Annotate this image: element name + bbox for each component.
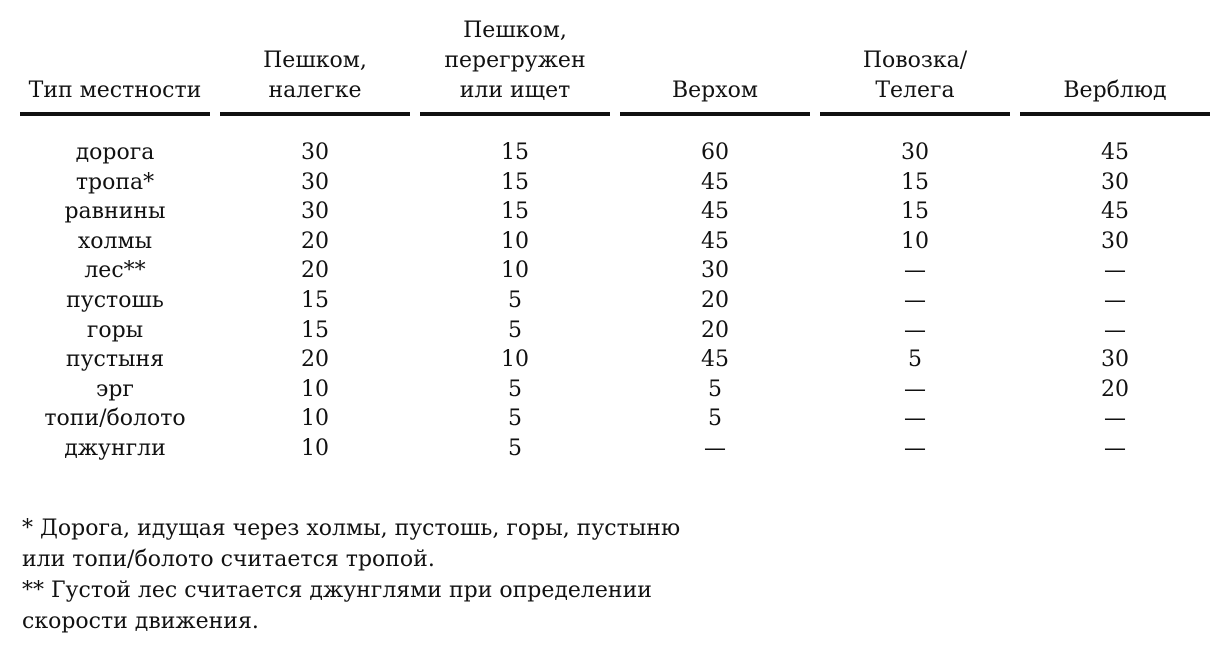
value-cell: 15 [901,169,929,195]
footnote-forest: ** Густой лес считается джунглями при определении скорости движения. [22,578,652,634]
value-cell: 10 [901,228,929,254]
table-row [0,227,1226,257]
value-cell: 30 [301,199,329,225]
value-cell: 10 [501,347,529,373]
value-cell: — [904,317,926,343]
header-mounted [620,0,810,118]
value-cell: 5 [708,406,722,432]
value-cell: 5 [708,376,722,402]
value-cell: 30 [901,140,929,165]
table-row [0,345,1226,375]
terrain-cell: пустыня [65,347,165,373]
value-cell: 5 [508,435,522,461]
value-cell: 45 [701,347,729,373]
value-cell: 10 [301,376,329,402]
header-rule [220,112,410,116]
header-rule [820,112,1010,116]
header-mounted-label: Верхом [671,78,759,103]
value-cell: 20 [701,317,729,343]
value-cell: 10 [301,435,329,461]
header-camel-label: Верблюд [1063,78,1167,103]
terrain-cell: лес** [84,258,146,284]
value-cell: 15 [301,287,329,313]
header-rule [620,112,810,116]
table-row [0,375,1226,405]
value-cell: — [1104,317,1126,343]
table-row [0,168,1226,198]
value-cell: 10 [501,258,529,284]
header-walk-heavy-label: Пешком, перегружен или ищет [444,18,586,103]
value-cell: — [904,376,926,402]
value-cell: 15 [501,199,529,225]
value-cell: 5 [508,317,522,343]
footnote-road: * Дорога, идущая через холмы, пустошь, горы, пустыню или топи/болото считается тропой. [22,516,681,572]
table-row [0,404,1226,434]
table-row [0,286,1226,316]
value-cell: 30 [1101,347,1129,373]
value-cell: — [1104,287,1126,313]
value-cell: 30 [301,169,329,195]
value-cell: 15 [501,169,529,195]
value-cell: 10 [501,228,529,254]
table-row [0,316,1226,346]
value-cell: 60 [701,140,729,165]
header-cart [820,0,1010,118]
table-header [0,0,1226,118]
table-row [0,138,1226,168]
terrain-cell: равнины [64,199,166,225]
value-cell: 15 [501,140,529,165]
table-body [0,138,1226,464]
terrain-cell: топи/болото [44,406,186,432]
value-cell: — [1104,258,1126,284]
header-walk-light [220,0,410,118]
value-cell: — [904,406,926,432]
value-cell: 20 [701,287,729,313]
value-cell: — [704,435,726,461]
value-cell: — [904,258,926,284]
value-cell: — [1104,406,1126,432]
value-cell: 5 [508,376,522,402]
value-cell: 15 [901,199,929,225]
header-camel [1020,0,1210,118]
value-cell: 5 [908,347,922,373]
table-row [0,434,1226,464]
terrain-cell: холмы [77,228,153,254]
value-cell: — [904,287,926,313]
value-cell: 20 [1101,376,1129,402]
header-rule [1020,112,1210,116]
value-cell: 45 [1101,140,1129,165]
value-cell: 45 [701,199,729,225]
value-cell: 15 [301,317,329,343]
value-cell: 5 [508,406,522,432]
value-cell: 30 [1101,169,1129,195]
value-cell: — [1104,435,1126,461]
header-walk-light-label: Пешком, налегке [263,48,367,103]
terrain-cell: тропа* [75,169,155,195]
terrain-cell: джунгли [64,435,166,461]
header-cart-label: Повозка/ Телега [862,48,968,103]
header-walk-heavy [420,0,610,118]
header-terrain [20,0,210,118]
table-row [0,256,1226,286]
table-row [0,197,1226,227]
value-cell: 30 [1101,228,1129,254]
value-cell: 45 [701,169,729,195]
value-cell: 45 [701,228,729,254]
header-rule [20,112,210,116]
value-cell: 10 [301,406,329,432]
header-terrain-label: Тип местности [28,78,202,103]
terrain-cell: дорога [75,140,155,165]
footnotes [22,513,782,637]
terrain-cell: горы [86,317,144,343]
value-cell: — [904,435,926,461]
value-cell: 30 [701,258,729,284]
value-cell: 45 [1101,199,1129,225]
value-cell: 30 [301,140,329,165]
value-cell: 20 [301,228,329,254]
value-cell: 20 [301,347,329,373]
value-cell: 20 [301,258,329,284]
terrain-cell: эрг [96,376,134,402]
terrain-cell: пустошь [66,287,164,313]
value-cell: 5 [508,287,522,313]
header-rule [420,112,610,116]
